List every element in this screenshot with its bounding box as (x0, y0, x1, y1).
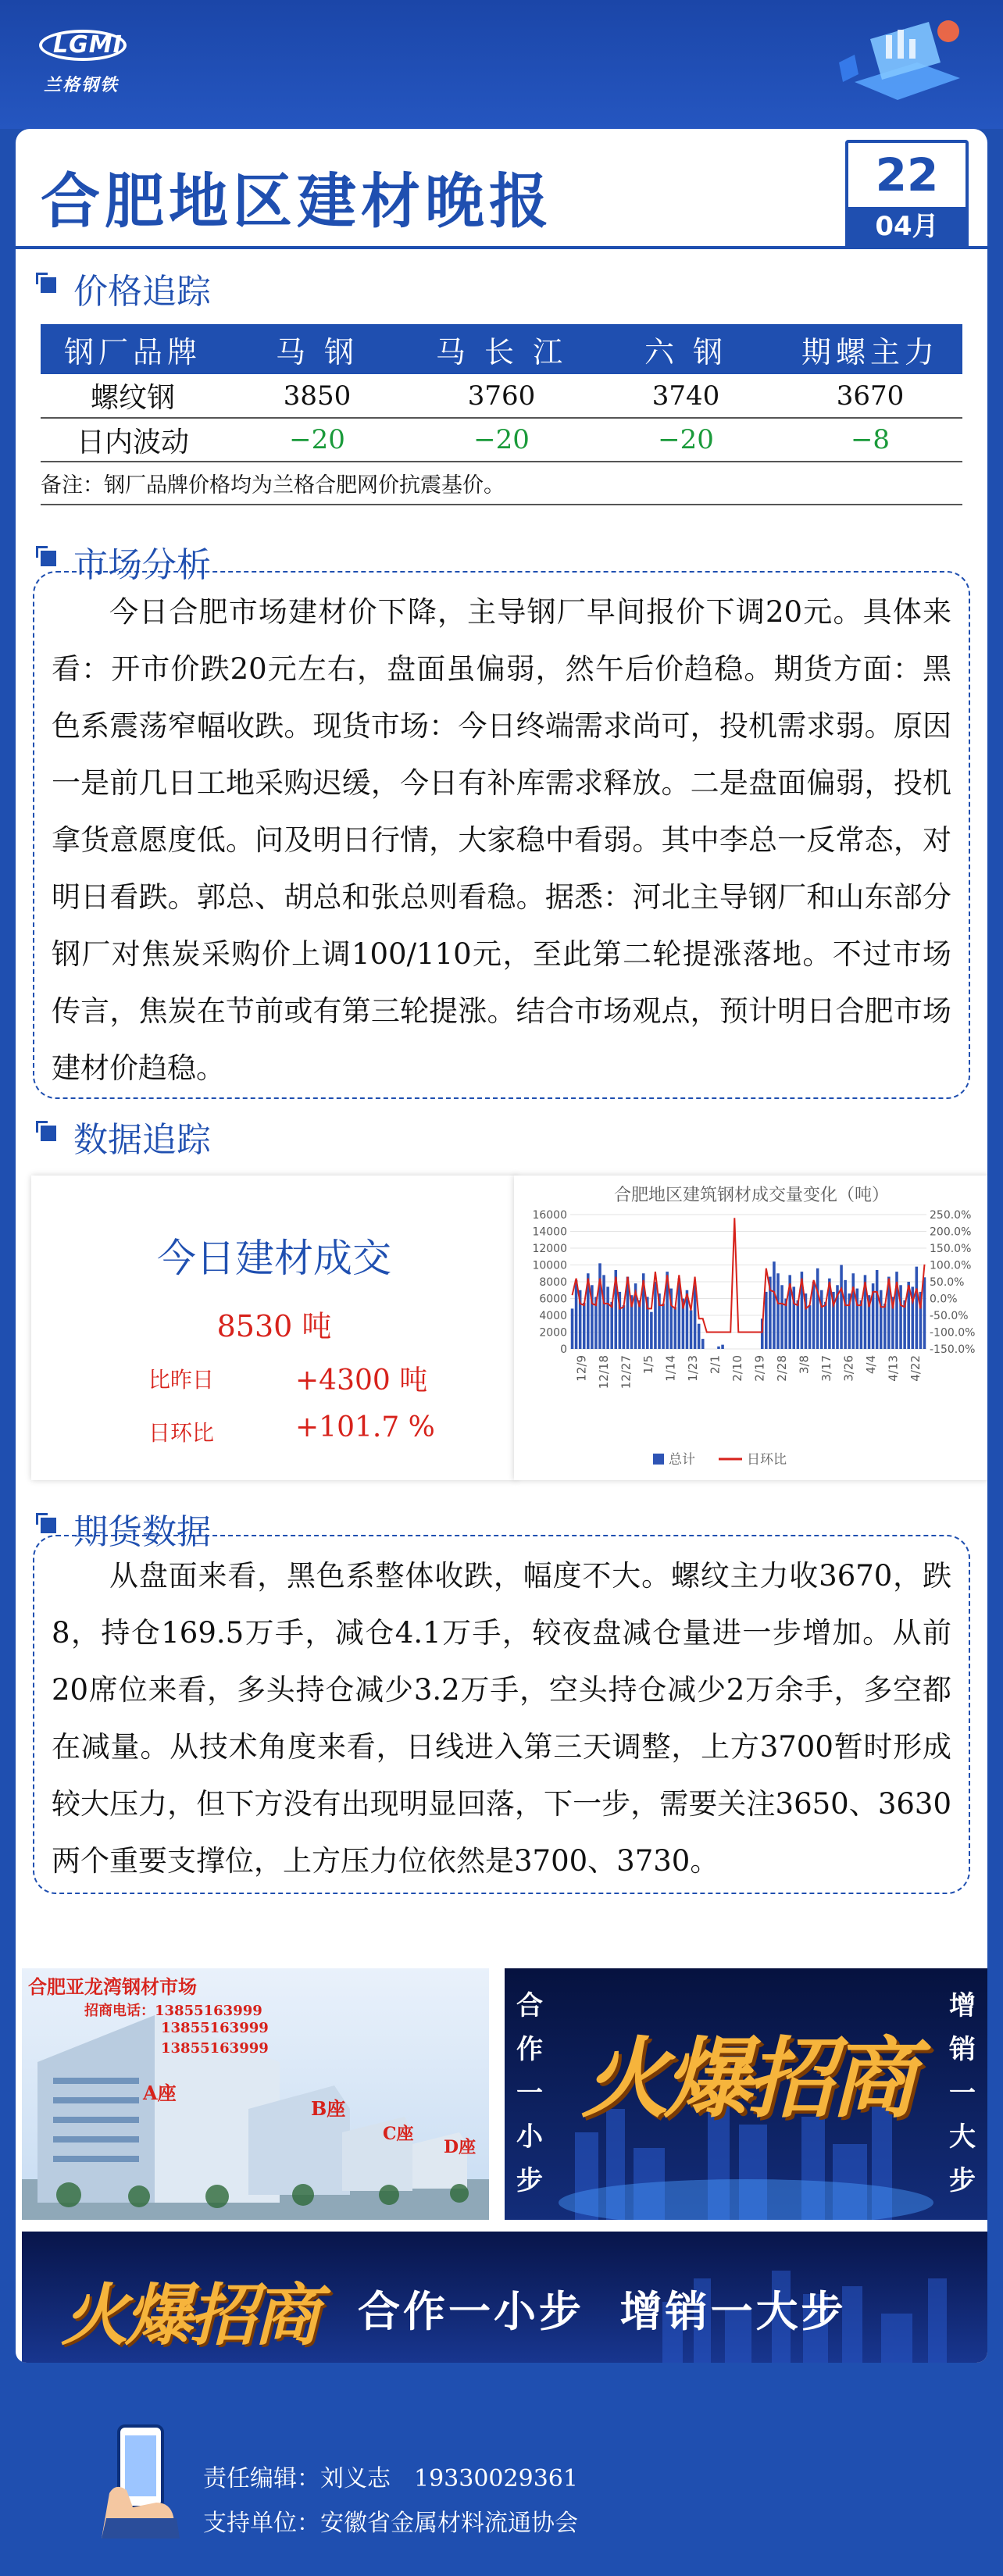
bar (654, 1282, 657, 1349)
x-tick-label: 4/13 (886, 1355, 901, 1382)
bar (571, 1308, 574, 1349)
legend-bar-swatch (653, 1454, 664, 1465)
lgmi-logo (39, 30, 127, 70)
change-cell: −8 (778, 418, 962, 462)
column-header: 六 钢 (594, 324, 778, 374)
bar (916, 1267, 919, 1349)
data-section-title: 数据追踪 (73, 1120, 211, 1160)
bar (575, 1280, 578, 1349)
bar (673, 1307, 676, 1349)
market-ad-banner[interactable] (22, 1968, 489, 2220)
support-unit: 安徽省金属材料流通协会 (320, 2510, 578, 2537)
y-left-tick-label: 4000 (539, 1310, 567, 1322)
price-section-title: 价格追踪 (73, 272, 211, 312)
footer (0, 2374, 1003, 2576)
chart-title: 合肥地区建筑钢材成交量变化（吨） (613, 1186, 890, 1205)
section-bullet-icon (41, 1126, 56, 1141)
support-line (203, 2503, 578, 2538)
section-bullet-icon (41, 551, 56, 566)
bar (606, 1286, 609, 1349)
row-label: 日内波动 (41, 418, 225, 462)
bar (610, 1302, 613, 1349)
deal-title: 今日建材成交 (157, 1236, 391, 1281)
x-tick-label: 4/22 (908, 1355, 923, 1382)
editor-phone: 19330029361 (414, 2465, 578, 2492)
x-tick-label: 2/1 (708, 1355, 723, 1375)
building-label-c: C座 (383, 2124, 414, 2144)
editor-line (203, 2459, 578, 2493)
bar (602, 1275, 605, 1349)
ad-vertical-left: 合作一小步 (516, 1990, 543, 2196)
column-header: 马 钢 (225, 324, 409, 374)
bar (698, 1324, 701, 1349)
legend-label-ratio: 日环比 (747, 1452, 787, 1468)
title-divider (16, 246, 987, 249)
bar (851, 1273, 855, 1349)
y-right-tick-label: 50.0% (930, 1276, 965, 1289)
bar (797, 1300, 800, 1349)
x-tick-label: 2/28 (774, 1355, 789, 1382)
x-tick-label: 1/14 (663, 1355, 678, 1382)
price-cell: 3760 (409, 374, 594, 418)
bar (844, 1280, 847, 1349)
section-bullet-icon (41, 277, 56, 293)
price-cell: 3740 (594, 374, 778, 418)
bar (765, 1292, 768, 1349)
x-tick-label: 3/8 (797, 1355, 812, 1375)
ad-slogan: 合作一小步 增销一大步 (358, 2287, 847, 2336)
table-row (41, 418, 962, 462)
bar (840, 1265, 843, 1350)
y-left-tick-label: 14000 (532, 1226, 567, 1239)
ad-phone-2: 13855163999 (161, 2020, 269, 2036)
bar (899, 1285, 902, 1349)
bar (860, 1300, 863, 1349)
y-right-tick-label: -50.0% (930, 1310, 969, 1322)
bar (662, 1304, 665, 1349)
bar (598, 1263, 601, 1349)
editor-label: 责任编辑： (203, 2465, 320, 2492)
bar (701, 1339, 705, 1349)
x-tick-label: 12/9 (574, 1355, 589, 1382)
volume-chart (514, 1176, 987, 1480)
vs-yesterday-value: +4300 吨 (295, 1365, 428, 1397)
bar (583, 1303, 586, 1349)
y-right-tick-label: -100.0% (930, 1326, 976, 1340)
x-tick-label: 12/18 (596, 1355, 611, 1390)
bar (820, 1290, 823, 1349)
recruit-ad-banner[interactable] (505, 1968, 987, 2220)
ad-phone-3: 13855163999 (161, 2040, 269, 2057)
phone-hand-icon (102, 2421, 187, 2539)
deal-volume: 8530 吨 (216, 1309, 332, 1343)
price-table (41, 324, 962, 462)
bar (883, 1304, 887, 1349)
x-tick-label: 3/17 (819, 1355, 833, 1382)
y-left-tick-label: 10000 (532, 1259, 567, 1272)
section-bullet-icon (41, 1518, 56, 1533)
ad-phone-line: 招商电话：13855163999 (84, 2003, 262, 2019)
ad-market-name: 合肥亚龙湾钢材市场 (28, 1975, 197, 1998)
ratio-label: 日环比 (148, 1420, 215, 1446)
change-cell: −20 (225, 418, 409, 462)
y-left-tick-label: 12000 (532, 1243, 567, 1255)
building-label-b: B座 (311, 2097, 346, 2120)
x-tick-label: 1/5 (641, 1355, 655, 1375)
futures-section-title: 期货数据 (73, 1512, 211, 1552)
bar (650, 1312, 653, 1349)
bar (824, 1302, 827, 1349)
y-left-tick-label: 0 (560, 1343, 567, 1356)
price-cell: 3850 (225, 374, 409, 418)
chart-legend (653, 1452, 787, 1468)
bar (876, 1270, 879, 1349)
slogan-ad-banner[interactable] (22, 2232, 987, 2363)
volume-chart-panel (514, 1176, 987, 1480)
bar (880, 1290, 883, 1349)
market-section-title: 市场分析 (73, 545, 211, 585)
report-card (16, 129, 987, 2363)
x-tick-label: 12/27 (619, 1355, 634, 1390)
y-right-tick-label: 150.0% (930, 1243, 972, 1255)
bar (780, 1285, 783, 1349)
change-cell: −20 (594, 418, 778, 462)
date-day: 22 (845, 140, 969, 210)
bar (816, 1268, 819, 1349)
market-analysis-text: 今日合肥市场建材价下降，主导钢厂早间报价下调20元。具体来看：开市价跌20元左右，盘面虽偏弱，然午后价趋稳。期货方面：黑色系震荡窄幅收跌。现货市场：今日终端需求尚可，投机需求弱。原因一是前几日工地采购迟缓，今日有补库需求释放。二是盘面偏弱，投机拿货意愿度低。问及明日行情，大家稳中看弱。其中李总一反常态，对明日看跌。郭总、胡总和张总则看稳。据悉：河北主导钢厂和山东部分钢厂对焦炭采购价上调100/110元，至此第二轮提涨落地。不过市场传言，焦炭在节前或有第三轮提涨。结合市场观点，预计明日合肥市场建材价趋稳。 (33, 571, 970, 1099)
y-right-tick-label: 200.0% (930, 1226, 972, 1239)
column-header: 马 长 江 (409, 324, 594, 374)
editor-name: 刘义志 (320, 2465, 391, 2492)
y-right-tick-label: 0.0% (930, 1293, 958, 1306)
logo-subtitle: 兰格钢铁 (43, 75, 119, 95)
building-label-a: A座 (143, 2082, 177, 2104)
y-right-tick-label: 250.0% (930, 1209, 972, 1222)
bar (923, 1277, 926, 1349)
price-note: 备注：钢厂品牌价格均为兰格合肥网价抗震基价。 (41, 466, 962, 505)
vs-yesterday-label: 比昨日 (148, 1367, 215, 1393)
laptop-chart-illustration (823, 8, 980, 117)
bar (776, 1273, 780, 1349)
legend-label-total: 总计 (669, 1452, 695, 1468)
y-right-tick-label: -150.0% (930, 1343, 976, 1356)
y-left-tick-label: 8000 (539, 1276, 567, 1289)
y-left-tick-label: 6000 (539, 1293, 567, 1306)
date-month: 04月 (845, 207, 969, 246)
building-label-d: D座 (444, 2137, 477, 2157)
bar (721, 1345, 724, 1349)
x-tick-label: 2/10 (730, 1355, 744, 1382)
y-right-tick-label: 100.0% (930, 1259, 972, 1272)
column-header: 钢厂品牌 (41, 324, 225, 374)
top-header (0, 0, 1003, 129)
bar (773, 1261, 776, 1349)
x-tick-label: 1/23 (685, 1355, 700, 1382)
ad-vertical-right: 增销一大步 (949, 1990, 976, 2196)
deal-summary-panel (31, 1176, 517, 1480)
bar (812, 1282, 816, 1349)
bar (808, 1305, 812, 1349)
price-cell: 3670 (778, 374, 962, 418)
ratio-value: +101.7 % (295, 1411, 435, 1443)
x-tick-label: 2/19 (752, 1355, 767, 1382)
logo-text: LGMI (53, 31, 123, 59)
x-tick-label: 3/26 (841, 1355, 856, 1382)
ad-headline: 火爆招商 (581, 2028, 912, 2130)
ad-headline: 火爆招商 (61, 2276, 317, 2355)
bar (623, 1305, 626, 1349)
futures-analysis-text: 从盘面来看，黑色系整体收跌，幅度不大。螺纹主力收3670，跌8，持仓169.5万手，减仓4.1万手，较夜盘减仓量进一步增加。从前20席位来看，多头持仓减少3.2万手，空头持仓减少2万余手，多空都在减量。从技术角度来看，日线进入第三天调整，上方3700暂时形成较大压力，但下方没有出现明显回落，下一步，需要关注3650、3630两个重要支撑位，上方压力位依然是3700、3730。 (33, 1535, 970, 1894)
x-tick-label: 4/4 (863, 1355, 878, 1375)
price-table-header (41, 324, 962, 374)
table-row (41, 374, 962, 418)
bar (717, 1347, 720, 1349)
bar (690, 1311, 693, 1349)
row-label: 螺纹钢 (41, 374, 225, 418)
change-cell: −20 (409, 418, 594, 462)
page-title: 合肥地区建材晚报 (41, 166, 553, 236)
column-header: 期螺主力 (778, 324, 962, 374)
title-row (16, 129, 987, 242)
bar (638, 1300, 641, 1349)
y-left-tick-label: 16000 (532, 1209, 567, 1222)
y-left-tick-label: 2000 (539, 1326, 567, 1340)
support-label: 支持单位： (203, 2510, 320, 2537)
